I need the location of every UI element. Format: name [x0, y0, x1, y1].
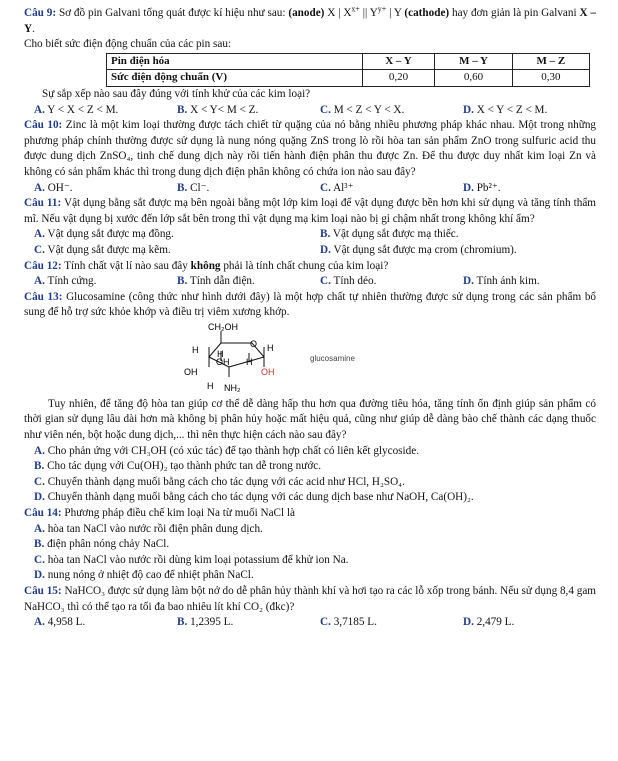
- option-d[interactable]: D. X < Y < Z < M.: [463, 103, 548, 116]
- options-15: [24, 615, 596, 631]
- options-11-row1: [24, 227, 596, 243]
- oh-label: OH: [261, 366, 275, 377]
- table-cell: M – Z: [512, 53, 589, 70]
- option-c[interactable]: C. Al³⁺: [320, 181, 354, 194]
- option-c[interactable]: C. 3,7185 L.: [320, 616, 377, 629]
- option-b[interactable]: B. Vật dụng sắt được mạ thiếc.: [320, 228, 459, 241]
- option-c[interactable]: C. Vật dụng sắt được mạ kẽm.: [34, 243, 171, 256]
- ring-oxygen-label: O: [250, 338, 258, 349]
- table-intro: Cho biết sức điện động chuẩn của các pin sau:: [24, 38, 232, 51]
- option-d[interactable]: D. Vật dụng sắt được mạ crom (chromium).: [320, 243, 517, 256]
- question-9-prompt: Sự sắp xếp nào sau đây đúng với tính khử của các kim loại?: [42, 87, 311, 100]
- question-12: Câu 12: Tính chất vật lí nào sau đây không phải là tính chất chung của kim loại?: [24, 259, 389, 272]
- table-cell: M – Y: [435, 53, 513, 70]
- ch2oh-label: CH₂OH: [208, 321, 238, 332]
- h-label: H: [246, 356, 253, 367]
- h-label: H: [207, 380, 214, 391]
- glucosamine-caption: glucosamine: [310, 353, 355, 363]
- option-c[interactable]: C. Tính dẻo.: [320, 275, 377, 288]
- glucosamine-drawing: [24, 321, 596, 397]
- option-a[interactable]: A. 4,958 L.: [34, 616, 86, 629]
- option-b[interactable]: B. 1,2395 L.: [177, 616, 234, 629]
- option-a[interactable]: A. Cho phản ứng với CH₃OH (có xúc tác) để tạo thành hợp chất có liên kết glycoside.: [34, 444, 419, 457]
- options-11-row2: [24, 243, 596, 259]
- table-header-pin: Pin điện hóa: [107, 53, 363, 70]
- option-d[interactable]: D. Pb²⁺.: [463, 181, 501, 194]
- exam-page: [24, 6, 596, 631]
- question-9: Câu 9: Sơ đồ pin Galvani tổng quát được kí hiệu như sau: (anode) X | $X^{x+}$ || $Y^{y+}$ | Y (cathode) hay đơn giản là pin Galvani X – Y.: [24, 4, 597, 35]
- question-label: Câu 9:: [24, 7, 57, 19]
- option-b[interactable]: B. Tính dẫn điện.: [177, 275, 255, 288]
- table-cell: 0,30: [512, 70, 589, 87]
- emf-table: [106, 53, 590, 87]
- table-cell: 0,60: [435, 70, 513, 87]
- question-13: Câu 13: Glucosamine (công thức như hình dưới đây) là một hợp chất tự nhiên thường được sử dụng trong các sản phẩm bổ sung để hỗ trợ sức khỏe khớp và điều trị viêm xương khớp.: [24, 290, 597, 319]
- option-c[interactable]: C. hòa tan NaCl vào nước rồi dùng kim loại potassium để khử ion Na.: [34, 553, 349, 566]
- option-b[interactable]: B. điện phân nóng chảy NaCl.: [34, 538, 170, 551]
- option-d[interactable]: D. Tính ánh kim.: [463, 275, 540, 288]
- question-14: Câu 14: Phương pháp điều chế kim loại Na từ muối NaCl là: [24, 507, 295, 520]
- oh-label: OH: [184, 366, 198, 377]
- option-b[interactable]: B. Cho tác dụng với Cu(OH)₂ tạo thành phức tan dễ trong nước.: [34, 460, 321, 473]
- table-cell: 0,20: [362, 70, 435, 87]
- question-13-context: Tuy nhiên, để tăng độ hòa tan giúp cơ thể dễ dàng hấp thu hơn qua đường tiêu hóa, tăng tính ổn định giúp sản phẩm có thời gian sử dụng lâu dài hơn mà không bị phân hủy hoặc mất hiệu quả, cũng như giúp dễ dàng bào chế thành các dạng thuốc như viên nén, bột hoặc dung dịch,... thì nên thực hiện cách nào sau đây?: [24, 397, 596, 442]
- options-9: [24, 103, 596, 119]
- glucosamine-structure: [24, 321, 596, 397]
- nh2-label: NH₂: [224, 382, 241, 393]
- option-b[interactable]: B. X < Y< M < Z.: [177, 103, 259, 116]
- option-a[interactable]: A. OH⁻.: [34, 181, 73, 194]
- question-10: Câu 10: Zinc là một kim loại thường được tách chiết từ quặng của nó bằng nhiều phương pháp khác nhau. Một trong những phương pháp chính thường được sử dụng là nung nóng quặng ZnS trong lò rồi hòa tan sản phẩm ZnO trong sulfuric acid thu được dung dịch ZnSO₄, tinh chế dung dịch này rồi tiến hành điện phân thu được Zn. Để thu được duy nhất kim loại Zn và không có sản phẩm khác thì trong dung dịch điện phân không có chứa ion nào sau đây?: [24, 119, 597, 178]
- table-header-emf: Sức điện động chuẩn (V): [107, 70, 363, 87]
- option-c[interactable]: C. Chuyển thành dạng muối bằng cách cho tác dụng với các acid như HCl, H₂SO₄.: [34, 475, 405, 488]
- question-15: Câu 15: NaHCO₃ được sử dụng làm bột nở do dễ phân hủy thành khí và hơi tạo ra các lỗ xốp trong bánh. Nếu sử dụng 8,4 gam NaHCO₃ thì có thể tạo ra tối đa bao nhiêu lít khí CO₂ (đkc)?: [24, 585, 597, 613]
- h-label: H: [267, 342, 274, 353]
- h-label: H: [192, 344, 199, 355]
- options-10: [24, 181, 596, 197]
- option-a[interactable]: A. Vật dụng sắt được mạ đồng.: [34, 228, 174, 241]
- option-a[interactable]: A. hòa tan NaCl vào nước rồi điện phân dung dịch.: [34, 522, 263, 535]
- question-11: Câu 11: Vật dụng bằng sắt được mạ bên ngoài bằng một lớp kim loại để vật dụng được bền hơn khi sử dụng và tăng tính thẩm mĩ. Nếu vật dụng bị xước đến lớp sắt bên trong thì vật dụng mạ kim loại nào bị gỉ chậm nhất trong không khí ẩm?: [24, 197, 596, 225]
- option-b[interactable]: B. Cl⁻.: [177, 181, 210, 194]
- oh-label: OH: [216, 356, 230, 367]
- option-d[interactable]: D. Chuyển thành dạng muối bằng cách cho tác dụng với các dung dịch base như NaOH, Ca(OH)₂.: [34, 491, 474, 504]
- option-d[interactable]: D. 2,479 L.: [463, 616, 515, 629]
- option-c[interactable]: C. M < Z < Y < X.: [320, 103, 405, 116]
- h-label: H: [217, 348, 224, 359]
- option-a[interactable]: A. Y < X < Z < M.: [34, 103, 119, 116]
- option-d[interactable]: D. nung nóng ở nhiệt độ cao để nhiệt phân NaCl.: [34, 569, 254, 582]
- option-a[interactable]: A. Tính cứng.: [34, 275, 97, 288]
- table-cell: X – Y: [362, 53, 435, 70]
- options-12: [24, 274, 596, 290]
